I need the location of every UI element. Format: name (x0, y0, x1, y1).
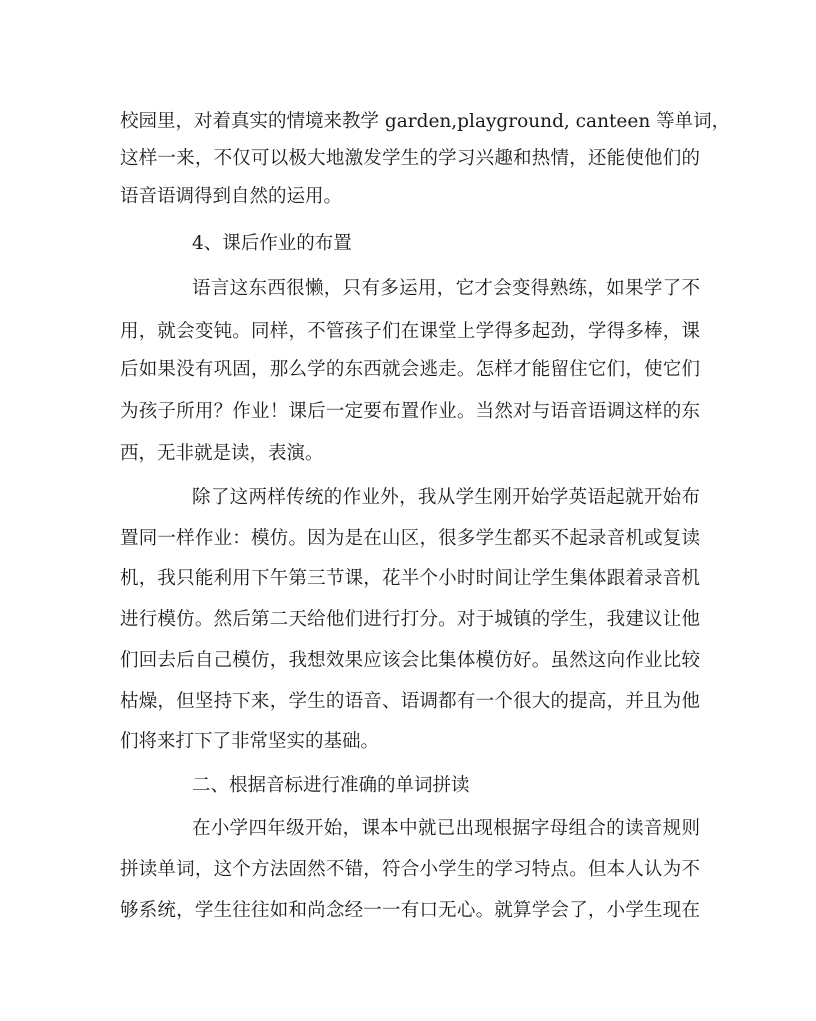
text-line: 语言这东西很懒，只有多运用，它才会变得熟练，如果学了不 (192, 278, 700, 299)
text-line: 为孩子所用？作业！课后一定要布置作业。当然对与语音语调这样的东 (120, 401, 700, 422)
section-heading: 二、根据音标进行准确的单词拼读 (192, 775, 470, 796)
text-line: 够系统，学生往往如和尚念经一一有口无心。就算学会了，小学生现在 (120, 900, 700, 921)
text-line: 拼读单词，这个方法固然不错，符合小学生的学习特点。但本人认为不 (120, 859, 700, 880)
section-heading: 4、课后作业的布置 (192, 233, 352, 254)
text-line: 校园里，对着真实的情境来教学 garden,playground, canteen 等单词， (120, 111, 731, 132)
text-line: 语音语调得到自然的运用。 (120, 186, 343, 207)
text-line: 们将来打下了非常坚实的基础。 (120, 731, 380, 752)
text-line: 们回去后自己模仿，我想效果应该会比集体模仿好。虽然这向作业比较 (120, 650, 700, 671)
text-line: 进行模仿。然后第二天给他们进行打分。对于城镇的学生，我建议让他 (120, 609, 700, 630)
text-line: 机，我只能利用下午第三节课，花半个小时时间让学生集体跟着录音机 (120, 568, 700, 589)
text-line: 这样一来，不仅可以极大地激发学生的学习兴趣和热情，还能使他们的 (120, 148, 700, 169)
text-line: 枯燥，但坚持下来，学生的语音、语调都有一个很大的提高，并且为他 (120, 691, 700, 712)
text-line: 西，无非就是读，表演。 (120, 443, 324, 464)
text-line: 除了这两样传统的作业外，我从学生刚开始学英语起就开始布 (192, 487, 700, 508)
text-line: 后如果没有巩固，那么学的东西就会逃走。怎样才能留住它们，使它们 (120, 359, 700, 380)
text-line: 在小学四年级开始，课本中就已出现根据字母组合的读音规则 (192, 818, 700, 839)
text-line: 置同一样作业：模仿。因为是在山区，很多学生都买不起录音机或复读 (120, 528, 700, 549)
text-line: 用，就会变钝。同样，不管孩子们在课堂上学得多起劲，学得多棒，课 (120, 321, 700, 342)
